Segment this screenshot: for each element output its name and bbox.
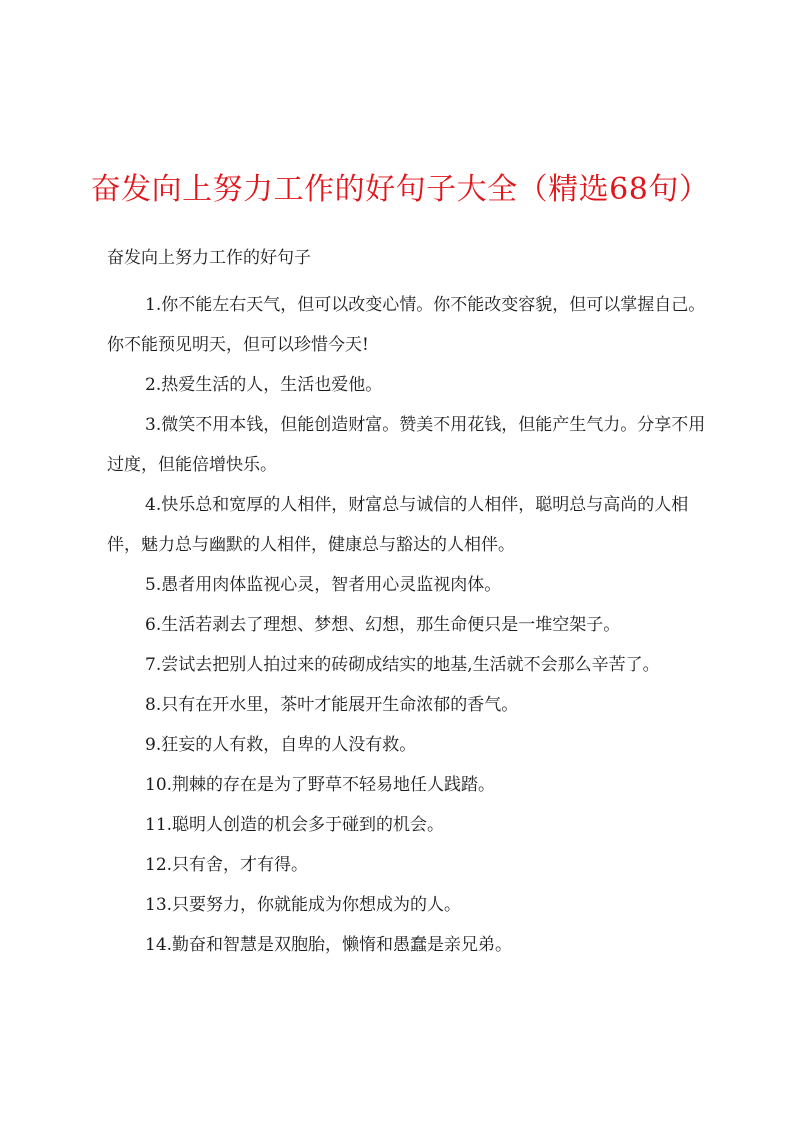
section-heading: 奋发向上努力工作的好句子 bbox=[107, 248, 311, 268]
list-item: 3.微笑不用本钱，但能创造财富。赞美不用花钱，但能产生气力。分享不用过度，但能倍增快乐。 bbox=[107, 415, 706, 475]
list-item: 1.你不能左右天气，但可以改变心情。你不能改变容貌，但可以掌握自己。你不能预见明天，但可以珍惜今天! bbox=[107, 295, 706, 355]
list-item: 13.只要努力，你就能成为你想成为的人。 bbox=[145, 895, 462, 915]
list-item: 9.狂妄的人有救，自卑的人没有救。 bbox=[145, 735, 417, 755]
list-item: 5.愚者用肉体监视心灵，智者用心灵监视肉体。 bbox=[145, 575, 502, 595]
list-item: 10.荆棘的存在是为了野草不轻易地任人践踏。 bbox=[145, 775, 496, 795]
list-item: 8.只有在开水里，茶叶才能展开生命浓郁的香气。 bbox=[145, 695, 519, 715]
sentence-list bbox=[107, 285, 707, 965]
list-item: 7.尝试去把别人拍过来的砖砌成结实的地基,生活就不会那么辛苦了。 bbox=[145, 655, 660, 675]
list-item: 4.快乐总和宽厚的人相伴，财富总与诚信的人相伴，聪明总与高尚的人相伴，魅力总与幽默的人相伴，健康总与豁达的人相伴。 bbox=[107, 495, 689, 555]
list-item: 6.生活若剥去了理想、梦想、幻想，那生命便只是一堆空架子。 bbox=[145, 615, 621, 635]
list-item: 14.勤奋和智慧是双胞胎，懒惰和愚蠢是亲兄弟。 bbox=[145, 935, 513, 955]
page-title: 奋发向上努力工作的好句子大全（精选68句） bbox=[90, 172, 710, 207]
list-item: 11.聪明人创造的机会多于碰到的机会。 bbox=[145, 815, 445, 835]
list-item: 2.热爱生活的人，生活也爱他。 bbox=[145, 375, 383, 395]
list-item: 12.只有舍，才有得。 bbox=[145, 855, 309, 875]
